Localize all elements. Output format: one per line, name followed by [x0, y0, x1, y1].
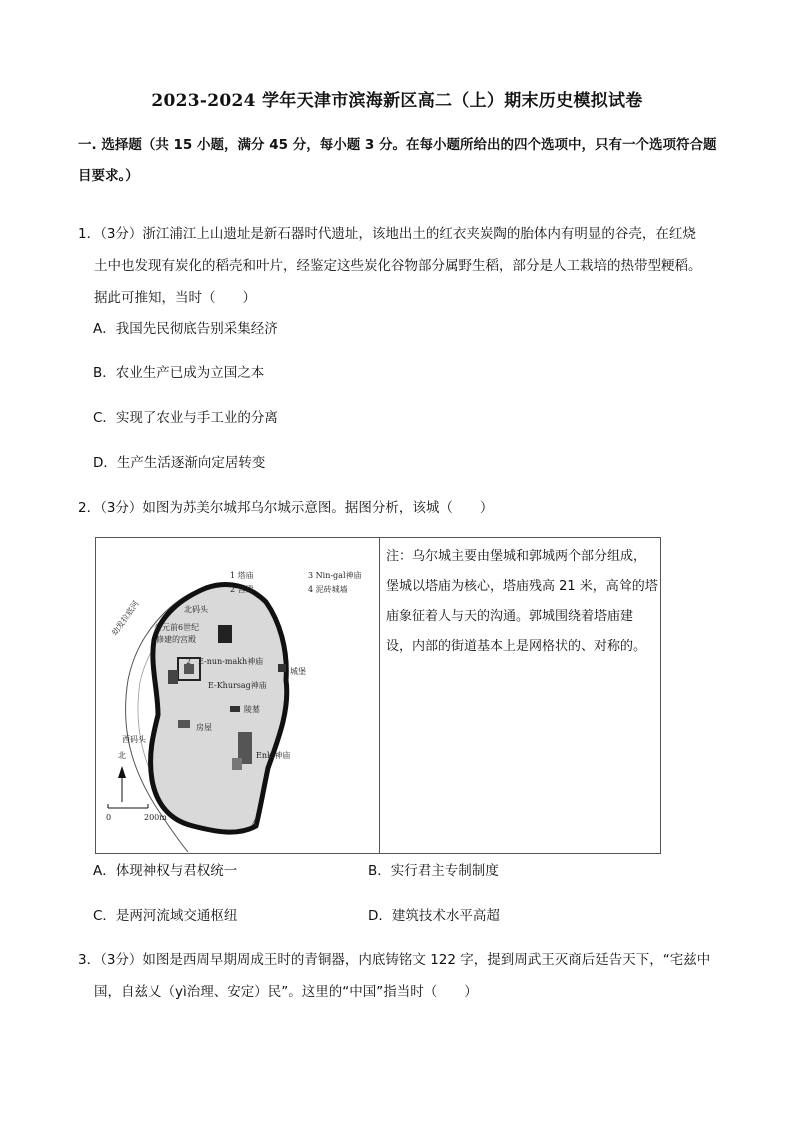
- tomb-mark: [230, 706, 240, 712]
- question-2-option-d[interactable]: D．建筑技术水平高超: [368, 908, 500, 924]
- question-2-option-a[interactable]: A．体现神权与君权统一: [93, 863, 238, 879]
- question-3: [78, 944, 738, 1008]
- ekhursag-label: E-Khursag神庙: [208, 681, 267, 690]
- legend-2: 2 宫殿: [230, 585, 254, 594]
- question-1-option-b[interactable]: B．农业生产已成为立国之本: [93, 365, 265, 381]
- question-3-line1: 3．（3分）如图是西周早期周成王时的青铜器，内底铸铭文 122 字，提到周武王灭商后廷告天下，“宅兹中: [78, 952, 711, 968]
- tomb-label: 陵墓: [244, 705, 260, 714]
- page-title: 2023-2024 学年天津市滨海新区高二（上）期末历史模拟试卷: [151, 91, 643, 111]
- section-heading: [78, 130, 728, 192]
- figure-divider: [379, 538, 380, 853]
- ziggurat-mark: [218, 625, 232, 643]
- scale-0: 0: [106, 813, 112, 822]
- question-1-line1: 1．（3分）浙江浦江上山遗址是新石器时代遗址，该地出土的红衣夹炭陶的胎体内有明显的谷壳，在红烧: [78, 226, 696, 242]
- question-1: [78, 218, 738, 314]
- section-heading-line1: 一. 选择题（共 15 小题，满分 45 分，每小题 3 分。在每小题所给出的四个选项中，只有一个选项符合题: [78, 137, 717, 153]
- marker-2: 2: [186, 657, 192, 666]
- enunmakh-label: E-nun-makh神庙: [198, 657, 264, 666]
- palace6b-label: 修建的宫殿: [156, 635, 196, 644]
- enki-label: Enki神庙: [256, 751, 291, 760]
- houses-mark: [178, 720, 190, 728]
- question-1-line2: 土中也发现有炭化的稻壳和叶片，经鉴定这些炭化谷物部分属野生稻，部分是人工栽培的热带型粳稻。: [94, 258, 702, 274]
- city-wall: [151, 584, 287, 832]
- question-1-option-c[interactable]: C．实现了农业与手工业的分离: [93, 410, 278, 426]
- question-2-stem: 2．（3分）如图为苏美尔城邦乌尔城示意图。据图分析，该城（ ）: [78, 500, 494, 516]
- section-heading-line2: 目要求。）: [78, 168, 139, 184]
- scale-200: 200m: [144, 813, 167, 822]
- palace6-label: 公元前6世纪: [154, 623, 200, 632]
- castle-mark: [278, 664, 286, 672]
- enki-mark-2: [232, 758, 242, 770]
- temple-mark: [168, 670, 178, 684]
- question-3-line2: 国，自兹乂（yì治理、安定）民”。这里的“中国”指当时（ ）: [94, 984, 478, 1000]
- marker-4: 4: [252, 819, 258, 828]
- north-harbor-label: 北码头: [184, 605, 208, 614]
- legend-3: 3 Nin-gal神庙: [308, 571, 362, 580]
- north-label: 北: [118, 751, 126, 760]
- west-harbor-label: 西码头: [122, 735, 146, 744]
- figure-note: 注：乌尔城主要由堡城和郭城两个部分组成，堡城以塔庙为核心，塔庙残高 21 米，高耸的塔庙象征着人与天的沟通。郭城围绕着塔庙建设，内部的街道基本上是网格状的、对称的。: [386, 549, 658, 654]
- question-2-option-b[interactable]: B．实行君主专制制度: [368, 863, 499, 879]
- ur-city-map: [98, 540, 378, 852]
- river-label: 幼发拉底河: [110, 599, 141, 638]
- north-arrow-head: [118, 766, 126, 778]
- question-1-option-d[interactable]: D．生产生活逐渐向定居转变: [93, 455, 266, 471]
- question-1-line3: 据此可推知，当时（ ）: [94, 290, 256, 306]
- legend-4: 4 泥砖城墙: [308, 585, 348, 594]
- castle-label: 城堡: [290, 667, 306, 676]
- figure-table: [95, 537, 661, 854]
- question-2-option-c[interactable]: C．是两河流域交通枢纽: [93, 908, 238, 924]
- legend-1: 1 塔庙: [230, 571, 254, 580]
- houses-label: 房屋: [196, 723, 212, 732]
- question-1-option-a[interactable]: A．我国先民彻底告别采集经济: [93, 321, 278, 337]
